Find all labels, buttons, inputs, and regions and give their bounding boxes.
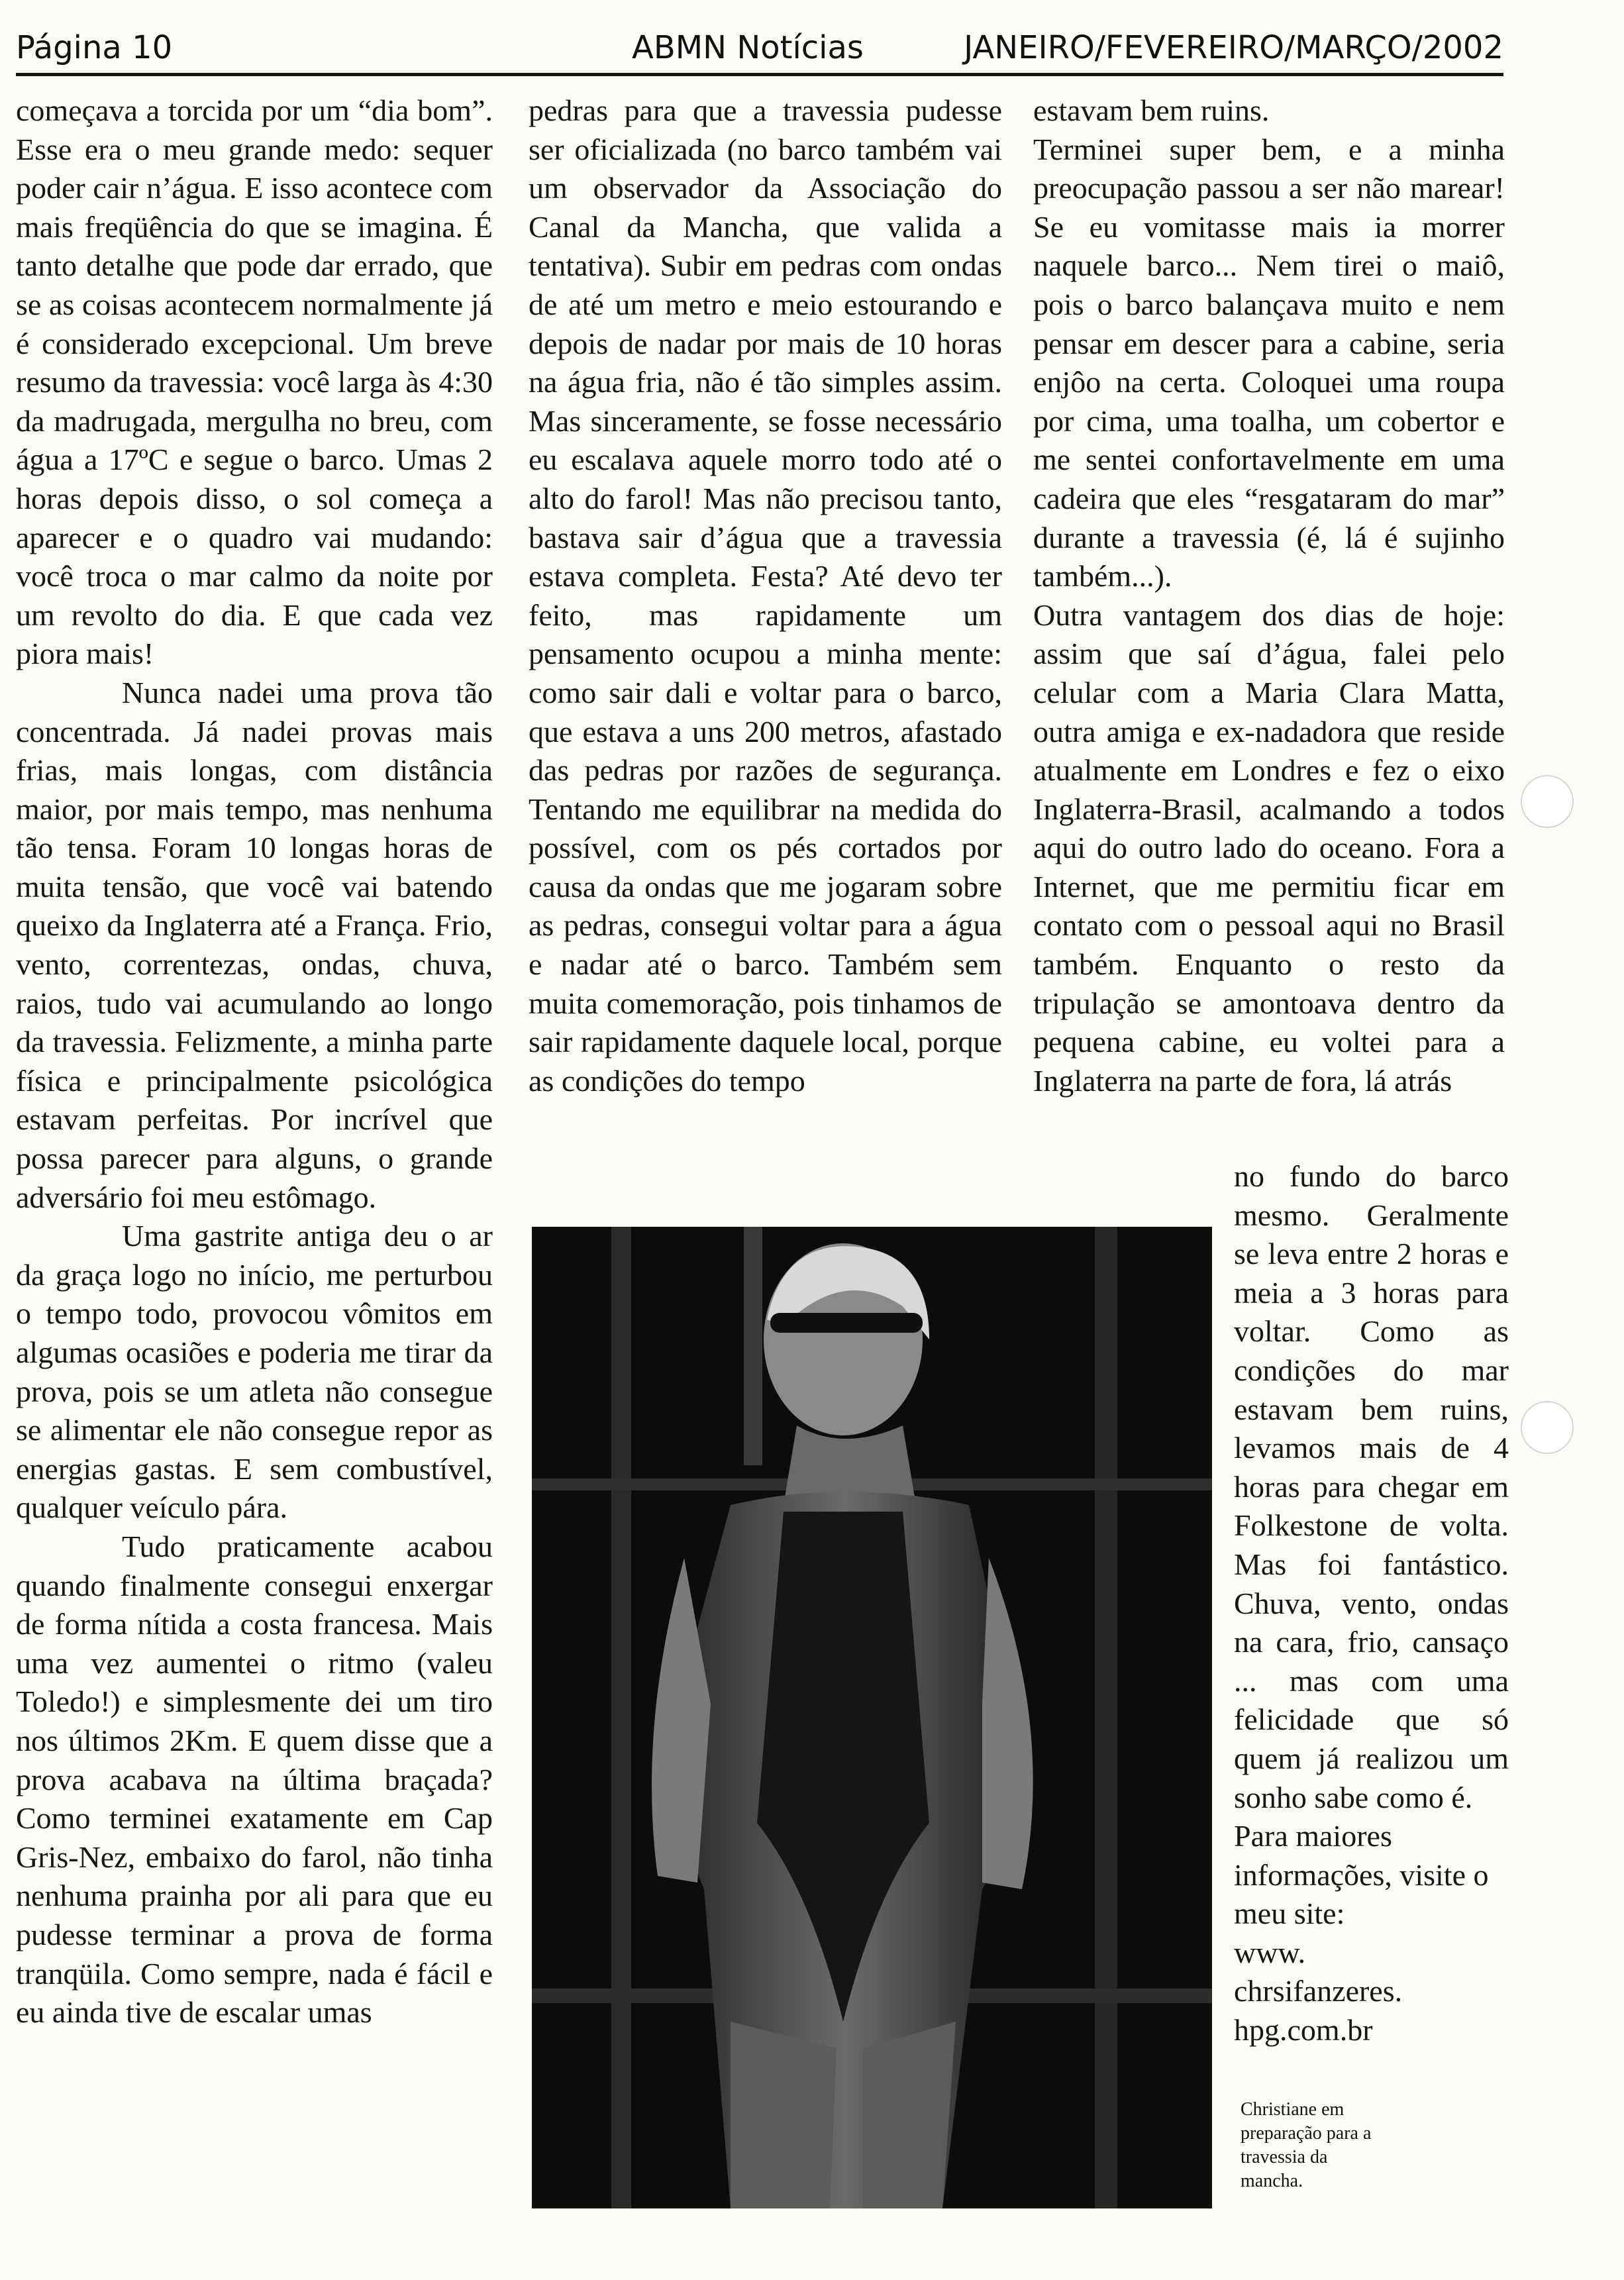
paragraph: Uma gastrite antiga deu o ar da graça logo no início, me perturbou o tempo todo, provocou vômitos em algumas ocasiões e poderia me tirar da prova, pois se um atleta não consegue se alimentar ele não consegue repor as energias gastas. E sem combustível, qualquer veículo pára. [16, 1219, 493, 1525]
paragraph: Terminei super bem, e a minha preocupação passou a ser não marear! Se eu vomitasse mais ia morrer naquele barco... Nem tirei o maiô, pois o barco balançava muito e nem pensar em descer para a cabine, seria enjôo na certa. Coloquei uma roupa por cima, uma toalha, um cobertor e me sentei confortavelmente em uma cadeira que eles “resgataram do mar” durante a travessia (é, lá é sujinho também...). [1033, 132, 1505, 594]
column-1 [16, 91, 493, 2032]
paragraph: no fundo do barco mesmo. Geralmente se leva entre 2 horas e meia a 3 horas para voltar. Como as condições do mar estavam bem ruins, levamos mais de 4 horas para chegar em Folkestone de volta. Mas foi fantástico. Chuva, vento, ondas na cara, frio, cansaço ... mas com uma felicidade que só quem já realizou um sonho sabe como é. [1234, 1159, 1509, 1814]
paragraph: Outra vantagem dos dias de hoje: assim que saí d’água, falei pelo celular com a Maria Clara Matta, outra amiga e ex-nadadora que reside atualmente em Londres e fez o eixo Inglaterra-Brasil, acalmando a todos aqui do outro lado do oceano. Fora a Internet, que me permitiu ficar em contato com o pessoal aqui no Brasil também. Enquanto o resto da tripulação se amontoava dentro da pequena cabine, eu voltei para a Inglaterra na parte de fora, lá atrás [1033, 597, 1505, 1098]
punch-hole [1521, 1401, 1574, 1454]
column-3-narrow [1234, 1157, 1509, 2050]
publication-name: ABMN Notícias [632, 29, 864, 66]
column-3 [1033, 91, 1505, 1100]
photo-caption: Christiane em preparação para a travessia da mancha. [1241, 2099, 1372, 2191]
website-line: www. [1234, 1935, 1306, 1969]
paragraph: Nunca nadei uma prova tão concentrada. Já nadei provas mais frias, mais longas, com distância maior, por mais tempo, mas nenhuma tão tensa. Foram 10 longas horas de muita tensão, que você vai batendo queixo da Inglaterra até a França. Frio, vento, correntezas, ondas, chuva, raios, tudo vai acumulando ao longo da travessia. Felizmente, a minha parte física e principalmente psicológica estavam perfeitas. Por incrível que possa parecer para alguns, o grande adversário foi meu estômago. [16, 675, 493, 1214]
paragraph: estavam bem ruins. [1033, 93, 1270, 127]
swimmer-photo [532, 1227, 1212, 2208]
paragraph: começava a torcida por um “dia bom”. Esse era o meu grande medo: sequer poder cair n’água. E isso acontece com mais freqüência do que se imagina. É tanto detalhe que pode dar errado, que se as coisas acontecem normalmente já é considerado excepcional. Um breve resumo da travessia: você larga às 4:30 da madrugada, mergulha no breu, com água a 17ºC e segue o barco. Umas 2 horas depois disso, o sol começa a aparecer e o quadro vai mudando: você troca o mar calmo da noite por um revolto do dia. E que cada vez piora mais! [16, 93, 493, 671]
website-line: hpg.com.br [1234, 2013, 1373, 2047]
punch-hole [1521, 775, 1574, 828]
page-number: Página 10 [16, 29, 173, 66]
paragraph: Para maiores informações, visite o meu site: [1234, 1819, 1489, 1931]
page-header [16, 29, 1503, 76]
issue-date: JANEIRO/FEVEREIRO/MARÇO/2002 [964, 29, 1503, 66]
swimmer-photo-image [532, 1227, 1212, 2208]
header-rule [16, 73, 1503, 76]
column-2 [529, 91, 1002, 1100]
website-line: chrsifanzeres. [1234, 1974, 1403, 2008]
paragraph: Tudo praticamente acabou quando finalmente consegui enxergar de forma nítida a costa francesa. Mais uma vez aumentei o ritmo (valeu Toledo!) e simplesmente dei um tiro nos últimos 2Km. E quem disse que a prova acabava na última braçada? Como terminei exatamente em Cap Gris-Nez, embaixo do farol, não tinha nenhuma prainha por ali para que eu pudesse terminar a prova de forma tranqüila. Como sempre, nada é fácil e eu ainda tive de escalar umas [16, 1529, 493, 2030]
paragraph: pedras para que a travessia pudesse ser oficializada (no barco também vai um observador da Associação do Canal da Mancha, que valida a tentativa). Subir em pedras com ondas de até um metro e meio estourando e depois de nadar por mais de 10 horas na água fria, não é tão simples assim. Mas sinceramente, se fosse necessário eu escalava aquele morro todo até o alto do farol! Mas não precisou tanto, bastava sair d’água que a travessia estava completa. Festa? Até devo ter feito, mas rapidamente um pensamento ocupou a minha mente: como sair dali e voltar para o barco, que estava a uns 200 metros, afastado das pedras por razões de segurança. Tentando me equilibrar na medida do possível, com os pés cortados por causa da ondas que me jogaram sobre as pedras, consegui voltar para a água e nadar até o barco. Também sem muita comemoração, pois tinhamos de sair rapidamente daquele local, porque as condições do tempo [529, 93, 1002, 1098]
